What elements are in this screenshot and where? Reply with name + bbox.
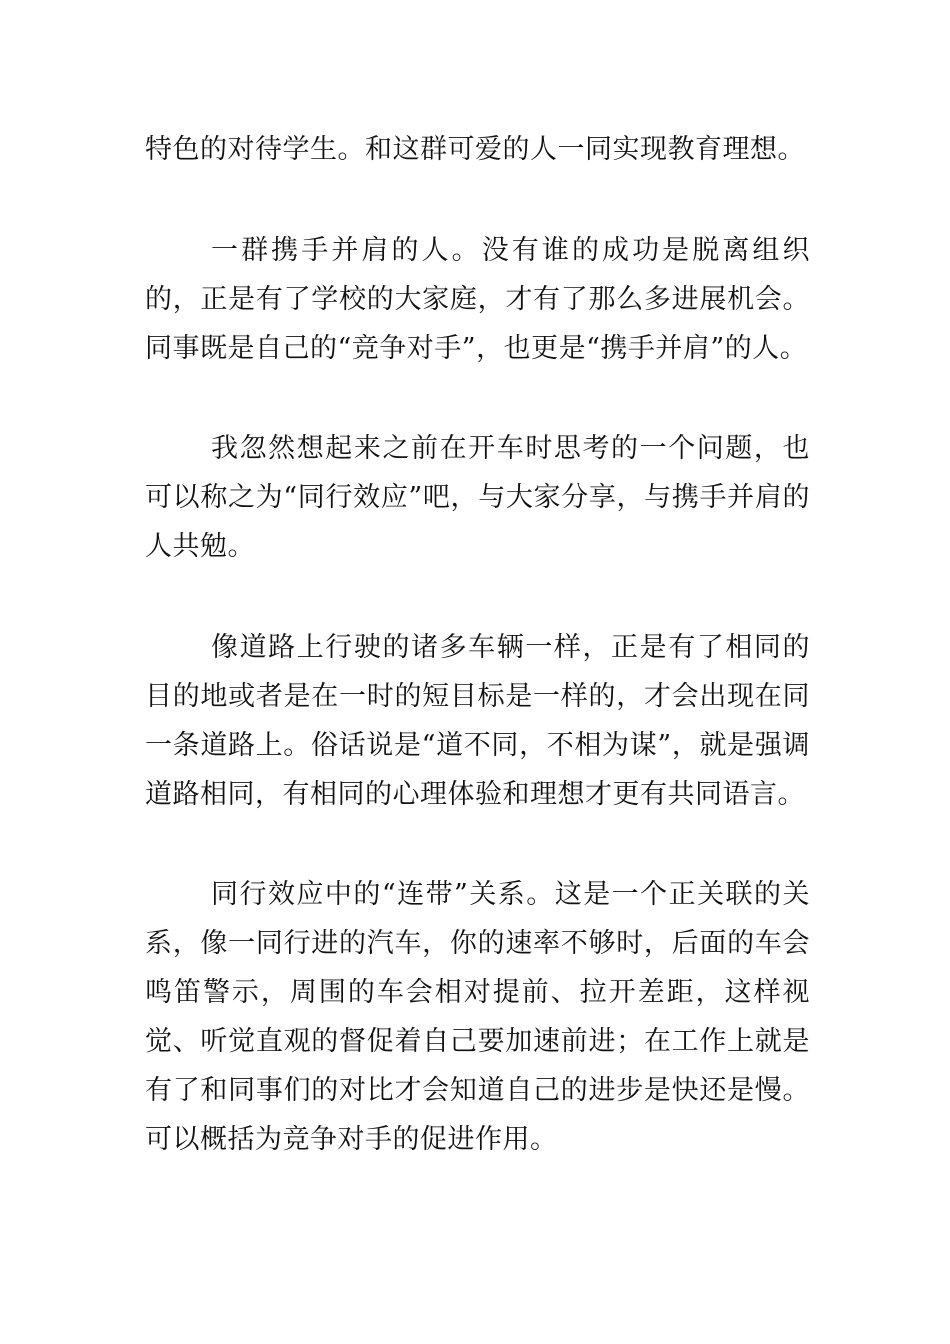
paragraph-same-road: 像道路上行驶的诸多车辆一样，正是有了相同的目的地或者是在一时的短目标是一样的，才会出现在同一条道路上。俗话说是“道不同，不相为谋”，就是强调道路相同，有相同的心理体验和理想才更有共同语言。 [145, 632, 810, 810]
paragraph-peer-effect-intro: 我忽然想起来之前在开车时思考的一个问题，也可以称之为“同行效应”吧，与大家分享，与携手并肩的人共勉。 [145, 433, 810, 562]
paragraph-linkage: 同行效应中的“连带”关系。这是一个正关联的关系，像一同行进的汽车，你的速率不够时，后面的车会鸣笛警示，周围的车会相对提前、拉开差距，这样视觉、听觉直观的督促着自己要加速前进；在工作上就是有了和同事们的对比才会知道自己的进步是快还是慢。可以概括为竞争对手的促进作用。 [145, 879, 810, 1155]
paragraph-continuation: 特色的对待学生。和这群可爱的人一同实现教育理想。 [145, 134, 805, 165]
paragraph-partners: 一群携手并肩的人。没有谁的成功是脱离组织的，正是有了学校的大家庭，才有了那么多进展机会。同事既是自己的“竞争对手”，也更是“携手并肩”的人。 [145, 235, 810, 364]
